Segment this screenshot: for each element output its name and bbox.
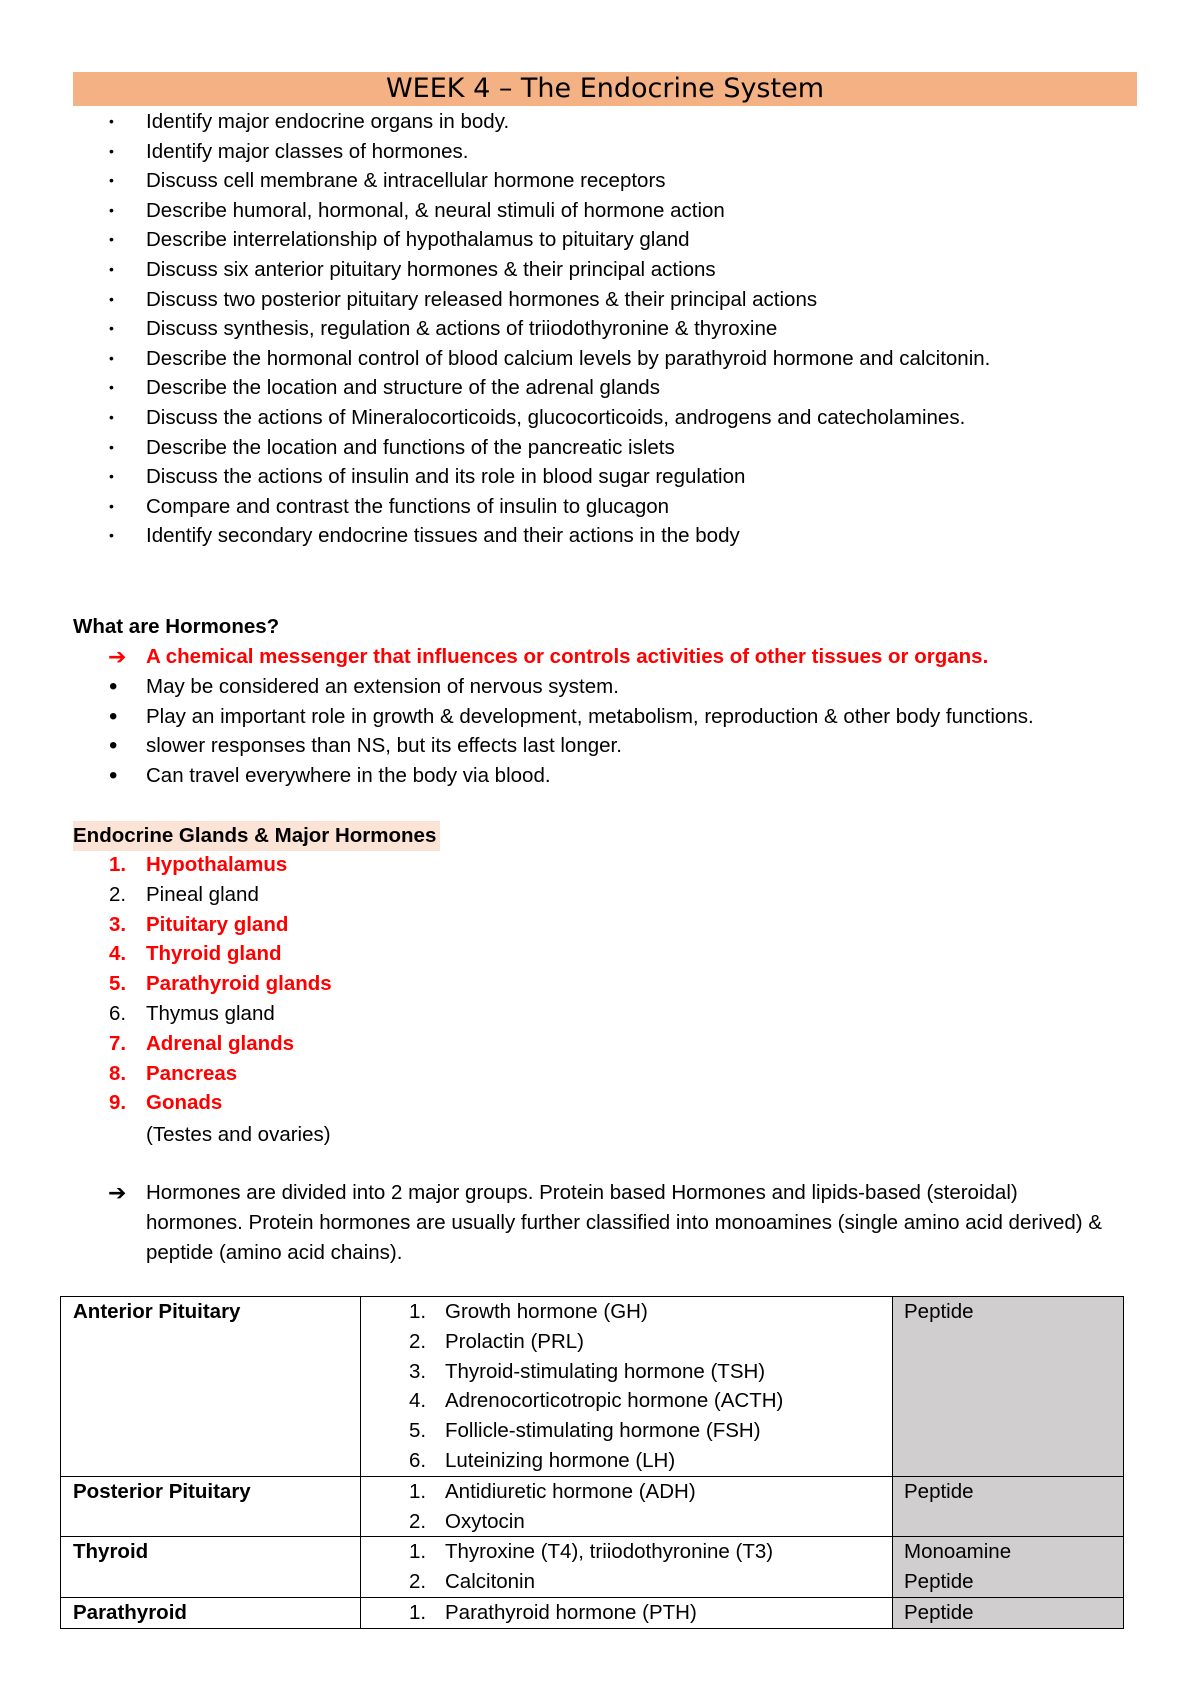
bullet-icon: • bbox=[109, 379, 114, 396]
list-item bbox=[0, 910, 332, 940]
gland-name: Pancreas bbox=[146, 1061, 238, 1085]
bullet-icon: • bbox=[109, 320, 114, 337]
hormone-number: 2. bbox=[409, 1509, 427, 1533]
table-row bbox=[61, 1297, 1124, 1477]
list-item bbox=[0, 1059, 332, 1089]
objective-text: Describe the hormonal control of blood calcium levels by parathyroid hormone and calcitonin. bbox=[146, 346, 991, 370]
hormone-name: Prolactin (PRL) bbox=[445, 1329, 584, 1353]
hormone-table bbox=[60, 1296, 1124, 1629]
hormone-item bbox=[361, 1357, 892, 1387]
hormone-definition bbox=[0, 642, 1034, 672]
objective-text: Discuss the actions of Mineralocorticoids, glucocorticoids, androgens and catecholamines. bbox=[146, 405, 966, 429]
gland-name: Hypothalamus bbox=[146, 853, 288, 876]
hormone-point-text: slower responses than NS, but its effects last longer. bbox=[146, 734, 622, 758]
gland-number: 2. bbox=[109, 882, 127, 906]
list-item bbox=[0, 255, 990, 285]
gland-cell bbox=[61, 1537, 361, 1598]
hormone-type: Peptide bbox=[904, 1300, 974, 1323]
list-item bbox=[0, 285, 990, 315]
hormone-number: 1. bbox=[409, 1600, 427, 1624]
hormone-number: 1. bbox=[409, 1540, 427, 1564]
hormone-name: Oxytocin bbox=[445, 1509, 525, 1533]
gland-number: 6. bbox=[109, 1001, 127, 1025]
hormones-cell bbox=[361, 1537, 893, 1598]
list-item bbox=[0, 999, 332, 1029]
table-row bbox=[61, 1476, 1124, 1537]
hormone-type-cell bbox=[893, 1597, 1124, 1628]
list-item bbox=[0, 373, 990, 403]
gland-name: Thyroid gland bbox=[146, 942, 282, 966]
gland-cell bbox=[61, 1297, 361, 1477]
hormone-name: Parathyroid hormone (PTH) bbox=[445, 1600, 697, 1624]
bullet-icon: • bbox=[109, 732, 118, 760]
gland-number: 3. bbox=[109, 912, 127, 936]
hormone-name: Growth hormone (GH) bbox=[445, 1300, 648, 1323]
hormone-point-text: Play an important role in growth & development, metabolism, reproduction & other body functions. bbox=[146, 704, 1034, 728]
hormone-item bbox=[361, 1446, 892, 1476]
hormone-type: Monoamine bbox=[904, 1540, 1012, 1564]
hormone-item bbox=[361, 1598, 892, 1628]
gland-name: Anterior Pituitary bbox=[73, 1300, 241, 1323]
hormone-name: Adrenocorticotropic hormone (ACTH) bbox=[445, 1389, 784, 1413]
gland-number: 5. bbox=[109, 972, 127, 996]
list-item bbox=[0, 137, 990, 167]
hormone-item bbox=[361, 1327, 892, 1357]
gland-cell bbox=[61, 1476, 361, 1537]
hormone-name: Luteinizing hormone (LH) bbox=[445, 1448, 676, 1472]
hormone-item bbox=[361, 1507, 892, 1537]
hormone-number: 2. bbox=[409, 1570, 427, 1594]
hormone-type: Peptide bbox=[904, 1600, 974, 1624]
list-item bbox=[0, 462, 990, 492]
objective-text: Compare and contrast the functions of insulin to glucagon bbox=[146, 494, 670, 518]
list-item bbox=[0, 314, 990, 344]
list-item bbox=[0, 761, 1034, 791]
bullet-icon: • bbox=[109, 172, 114, 189]
hormone-item bbox=[361, 1297, 892, 1327]
table-row bbox=[61, 1537, 1124, 1598]
gland-name: Pituitary gland bbox=[146, 912, 289, 936]
bullet-icon: • bbox=[109, 468, 114, 485]
hormone-item bbox=[361, 1537, 892, 1567]
gland-name: Adrenal glands bbox=[146, 1031, 295, 1055]
hormone-type: Peptide bbox=[904, 1479, 974, 1503]
gland-name: Thymus gland bbox=[146, 1001, 275, 1025]
list-item bbox=[0, 969, 332, 999]
list-item bbox=[0, 850, 332, 880]
bullet-icon: • bbox=[109, 702, 118, 730]
hormone-groups-text: Hormones are divided into 2 major groups. Protein based Hormones and lipids-based (steroidal) hormones. Protein hormones are usually further classified into monoamines (single amino acid derived) & peptide (amino acid chains). bbox=[146, 1181, 1102, 1264]
bullet-icon: • bbox=[109, 762, 118, 790]
hormone-name: Thyroxine (T4), triiodothyronine (T3) bbox=[445, 1540, 774, 1564]
gland-cell bbox=[61, 1597, 361, 1628]
table-row bbox=[61, 1597, 1124, 1628]
arrow-icon: ➔ bbox=[108, 644, 127, 669]
hormone-name: Follicle-stimulating hormone (FSH) bbox=[445, 1419, 761, 1443]
hormones-cell bbox=[361, 1476, 893, 1537]
hormone-number: 3. bbox=[409, 1359, 427, 1383]
bullet-icon: • bbox=[109, 527, 114, 544]
gonads-note: (Testes and ovaries) bbox=[146, 1123, 331, 1146]
hormone-item bbox=[361, 1477, 892, 1507]
objective-text: Describe the location and structure of the adrenal glands bbox=[146, 376, 660, 400]
hormone-number: 1. bbox=[409, 1479, 427, 1503]
page-title: WEEK 4 – The Endocrine System bbox=[73, 72, 1137, 106]
hormone-item bbox=[361, 1567, 892, 1597]
list-item bbox=[0, 672, 1034, 702]
list-item bbox=[0, 880, 332, 910]
list-item bbox=[0, 166, 990, 196]
objective-text: Identify major endocrine organs in body. bbox=[146, 110, 510, 133]
hormone-number: 4. bbox=[409, 1389, 427, 1413]
bullet-icon: • bbox=[109, 672, 118, 700]
gland-number: 4. bbox=[109, 942, 127, 966]
objective-text: Discuss the actions of insulin and its role in blood sugar regulation bbox=[146, 465, 746, 489]
hormone-type-cell bbox=[893, 1476, 1124, 1537]
gland-name: Gonads bbox=[146, 1091, 223, 1115]
objective-text: Discuss synthesis, regulation & actions of triiodothyronine & thyroxine bbox=[146, 317, 778, 341]
learning-objectives-list bbox=[0, 107, 990, 551]
list-item bbox=[0, 731, 1034, 761]
objective-text: Describe humoral, hormonal, & neural stimuli of hormone action bbox=[146, 198, 725, 222]
list-item bbox=[0, 1029, 332, 1059]
bullet-icon: • bbox=[109, 497, 114, 514]
hormone-number: 1. bbox=[409, 1300, 427, 1323]
hormone-type: Peptide bbox=[904, 1570, 974, 1594]
list-item bbox=[0, 225, 990, 255]
hormone-item bbox=[361, 1416, 892, 1446]
list-item bbox=[0, 521, 990, 551]
hormones-cell bbox=[361, 1597, 893, 1628]
bullet-icon: • bbox=[109, 231, 114, 248]
hormone-type-cell bbox=[893, 1297, 1124, 1477]
bullet-icon: • bbox=[109, 438, 114, 455]
hormone-item bbox=[361, 1386, 892, 1416]
list-item bbox=[0, 344, 990, 374]
hormones-cell bbox=[361, 1297, 893, 1477]
gland-name: Thyroid bbox=[73, 1540, 149, 1564]
hormone-name: Antidiuretic hormone (ADH) bbox=[445, 1479, 696, 1503]
bullet-icon: • bbox=[109, 142, 114, 159]
list-item bbox=[0, 492, 990, 522]
objective-text: Discuss two posterior pituitary released hormones & their principal actions bbox=[146, 287, 818, 311]
hormone-name: Calcitonin bbox=[445, 1570, 536, 1594]
bullet-icon: • bbox=[109, 290, 114, 307]
hormone-number: 2. bbox=[409, 1329, 427, 1353]
hormone-definition-text: A chemical messenger that influences or controls activities of other tissues or organs. bbox=[146, 645, 989, 668]
hormone-point-text: Can travel everywhere in the body via blood. bbox=[146, 764, 551, 788]
endocrine-glands-list bbox=[0, 850, 332, 1118]
hormone-name: Thyroid-stimulating hormone (TSH) bbox=[445, 1359, 766, 1383]
gland-number: 8. bbox=[109, 1061, 127, 1085]
objective-text: Describe interrelationship of hypothalamus to pituitary gland bbox=[146, 228, 690, 252]
list-item bbox=[0, 939, 332, 969]
hormone-type-cell bbox=[893, 1537, 1124, 1598]
arrow-icon: ➔ bbox=[108, 1180, 127, 1205]
bullet-icon: • bbox=[109, 260, 114, 277]
bullet-icon: • bbox=[109, 349, 114, 366]
gland-name: Posterior Pituitary bbox=[73, 1479, 251, 1503]
gland-number: 7. bbox=[109, 1031, 127, 1055]
objective-text: Describe the location and functions of the pancreatic islets bbox=[146, 435, 675, 459]
hormone-groups-note bbox=[108, 1178, 1116, 1268]
bullet-icon: • bbox=[109, 408, 114, 425]
objective-text: Discuss cell membrane & intracellular hormone receptors bbox=[146, 169, 666, 193]
hormone-number: 6. bbox=[409, 1448, 427, 1472]
gland-name: Pineal gland bbox=[146, 882, 259, 906]
hormone-definition-list bbox=[0, 642, 1034, 791]
list-item bbox=[0, 107, 990, 137]
list-item bbox=[0, 433, 990, 463]
list-item bbox=[0, 702, 1034, 732]
objective-text: Identify secondary endocrine tissues and their actions in the body bbox=[146, 524, 740, 548]
endocrine-glands-heading: Endocrine Glands & Major Hormones bbox=[73, 821, 440, 851]
gland-number: 1. bbox=[109, 853, 127, 876]
objective-text: Identify major classes of hormones. bbox=[146, 139, 469, 163]
objective-text: Discuss six anterior pituitary hormones & their principal actions bbox=[146, 257, 716, 281]
bullet-icon: • bbox=[109, 201, 114, 218]
what-are-hormones-heading: What are Hormones? bbox=[73, 615, 280, 638]
list-item bbox=[0, 1088, 332, 1118]
gland-name: Parathyroid bbox=[73, 1600, 187, 1624]
hormone-point-text: May be considered an extension of nervous system. bbox=[146, 674, 619, 698]
gland-name: Parathyroid glands bbox=[146, 972, 332, 996]
list-item bbox=[0, 403, 990, 433]
hormone-number: 5. bbox=[409, 1419, 427, 1443]
bullet-icon: • bbox=[109, 113, 114, 129]
gland-number: 9. bbox=[109, 1091, 127, 1115]
list-item bbox=[0, 196, 990, 226]
